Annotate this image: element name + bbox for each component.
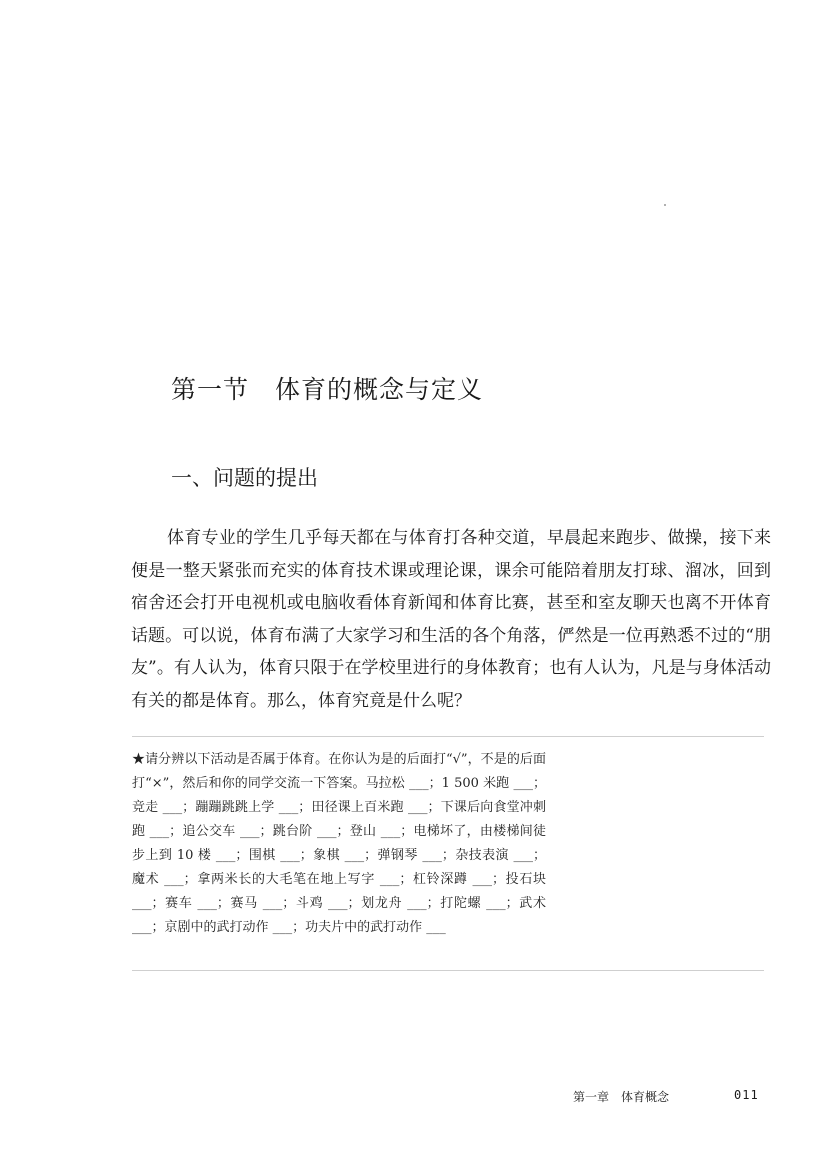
section-number: 第一节: [171, 375, 250, 404]
exercise-box-text: ★请分辨以下活动是否属于体育。在你认为是的后面打“√”，不是的后面打“×”，然后和你的同学交流一下答案。马拉松 ___；1 500 米跑 ___；竞走 ___；蹦蹦跳跳上学 ___；田径课上百米跑 ___；下课后向食堂冲刺跑 ___；追公交车 ___；跳台阶 ___；登山 ___；电梯坏了，由楼梯间徒步上到 10 楼 ___；围棋 ___；象棋 ___；弹钢琴 ___；杂技表演 ___；魔术 ___；拿两米长的大毛笔在地上写字 ___；杠铃深蹲 ___；投石块 ___；赛车 ___；赛马 ___；斗鸡 ___；划龙舟 ___；打陀螺 ___；武术 ___；京剧中的武打动作 ___；功夫片中的武打动作 ___: [132, 752, 546, 935]
footer-chapter-title: 第一章 体育概念: [573, 1090, 670, 1104]
exercise-bottom-rule: [132, 970, 764, 971]
section-title: [171, 370, 483, 406]
footer-page-number: 011: [734, 1088, 759, 1102]
body-paragraph: 体育专业的学生几乎每天都在与体育打各种交道，早晨起来跑步、做操，接下来便是一整天紧张而充实的体育技术课或理论课，课余可能陪着朋友打球、溜冰，回到宿舍还会打开电视机或电脑收看体育新闻和体育比赛，甚至和室友聊天也离不开体育话题。可以说，体育布满了大家学习和生活的各个角落，俨然是一位再熟悉不过的“朋友”。有人认为，体育只限于在学校里进行的身体教育；也有人认为，凡是与身体活动有关的都是体育。那么，体育究竟是什么呢？: [131, 528, 771, 711]
scan-speck: [664, 204, 666, 206]
subsection-title: 一、问题的提出: [171, 466, 318, 490]
exercise-top-rule: [132, 736, 764, 737]
section-name: 体育的概念与定义: [275, 375, 484, 404]
